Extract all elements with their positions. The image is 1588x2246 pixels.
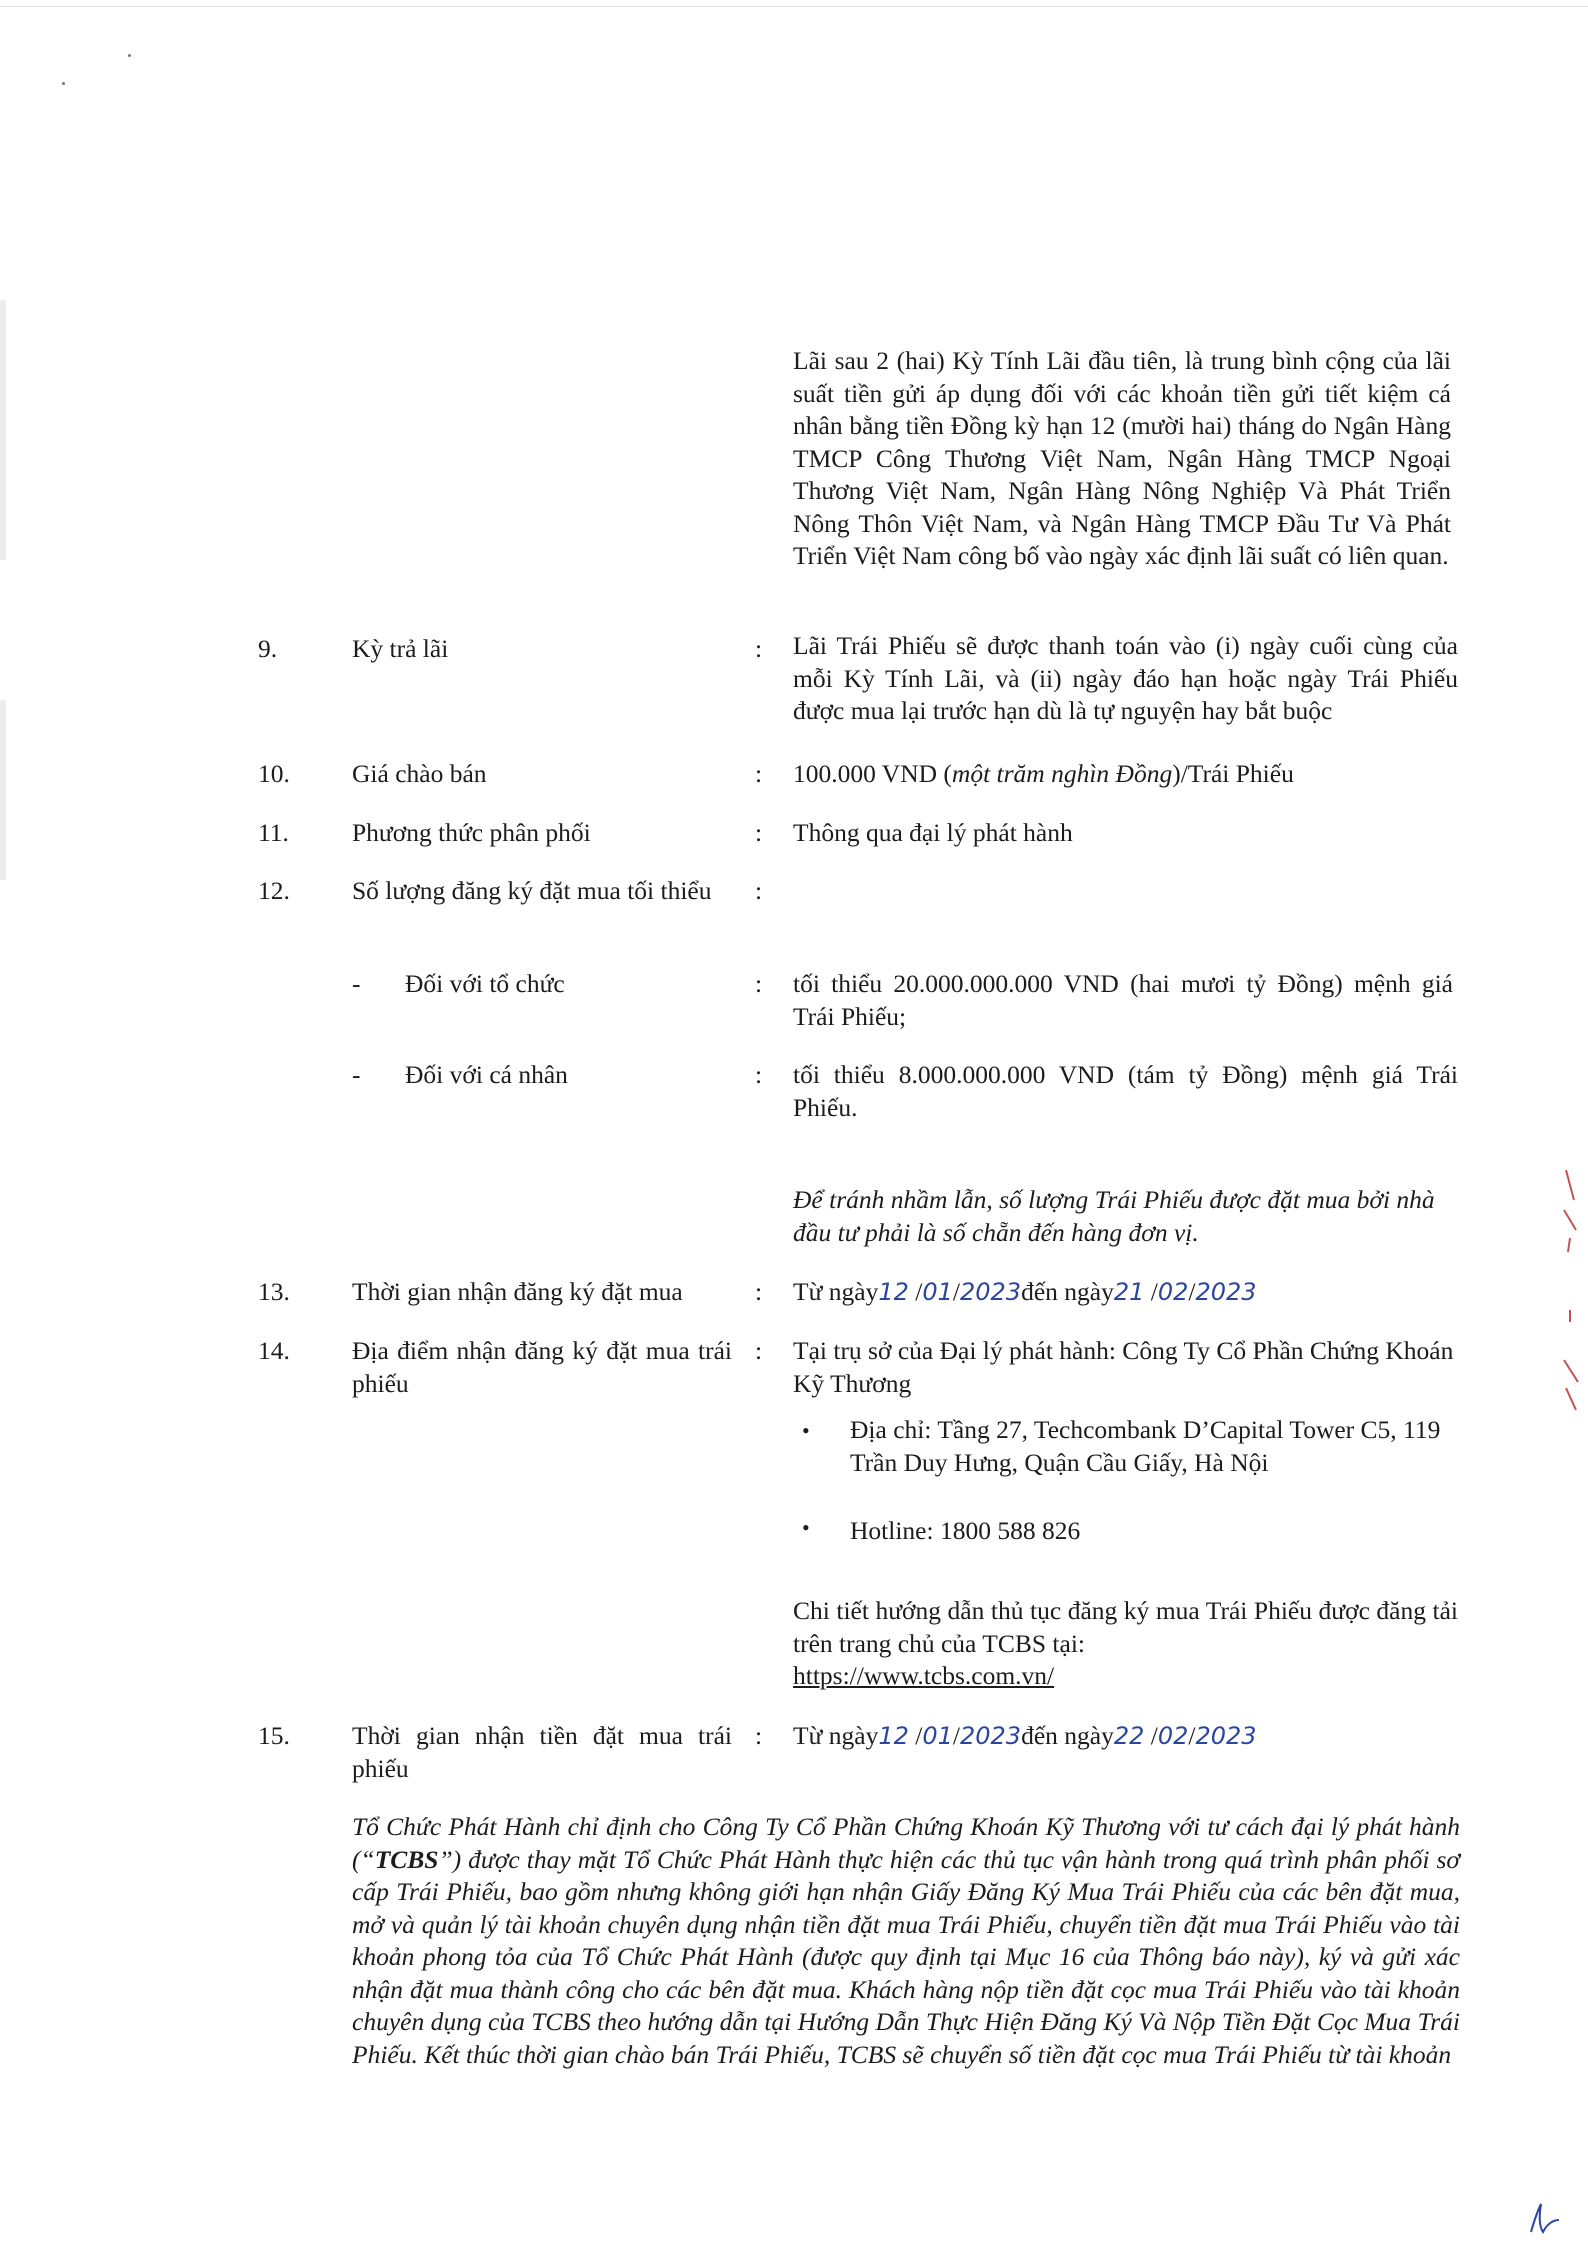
item-number: 10. [258,759,290,788]
slash: / [915,1721,923,1750]
sub-label-org: Đối với tổ chức [405,969,565,998]
scan-edge-line [0,6,1588,7]
item-number: 11. [258,818,289,847]
handwritten-month: 01 [922,1722,953,1750]
item-label: Địa điểm nhận đăng ký đặt mua trái phiếu [352,1336,732,1398]
hotline-text: Hotline: 1800 588 826 [850,1516,1081,1545]
scan-edge-shadow [0,700,6,880]
slash: / [1188,1277,1196,1306]
item-label: Thời gian nhận đăng ký đặt mua [352,1277,683,1306]
handwritten-month: 02 [1157,1278,1189,1306]
item-value: Tại trụ sở của Đại lý phát hành: Công Ty Cổ Phần Chứng Khoán Kỹ Thương [793,1336,1454,1398]
colon: : [755,818,763,847]
colon: : [755,1060,763,1089]
item-value [793,1276,1458,1309]
margin-stamp-marks [1560,1160,1584,1420]
slash: / [1150,1277,1158,1306]
closing-paragraph [352,1811,1460,2071]
closing-bold-text: TCBS [374,1844,439,1874]
handwritten-day: 21 [1113,1278,1145,1306]
scan-edge-shadow [0,300,6,560]
closing-text: Tổ Chức Phát Hành chỉ định cho Công Ty Cổ Phần Chứng Khoán Kỹ Thương với tư cách đại lý phát hành (“ [352,1812,1460,1874]
price-text: 100.000 VND ( [793,759,952,788]
item-number: 13. [258,1277,290,1306]
sub-value-ind: tối thiểu 8.000.000.000 VND (tám tỷ Đồng) mệnh giá Trái Phiếu. [793,1060,1458,1122]
item-label: Phương thức phân phối [352,818,591,847]
handwritten-year: 2023 [960,1722,1022,1750]
colon: : [755,1336,763,1365]
item-label: Kỳ trả lãi [352,634,449,663]
handwritten-day: 22 [1113,1722,1145,1750]
address-text: Địa chỉ: Tầng 27, Techcombank D’Capital Tower C5, 119 Trần Duy Hưng, Quận Cầu Giấy, Hà Nội [850,1415,1441,1477]
closing-text: ”) được thay mặt Tổ Chức Phát Hành thực hiện các thủ tục vận hành trong quá trình phân phối sơ cấp Trái Phiếu, bao gồm nhưng không giới hạn nhận Giấy Đăng Ký Mua Trái Phiếu của các bên đặt mua, mở và quản lý tài khoản chuyên dụng nhận tiền đặt mua Trái Phiếu, chuyển tiền đặt mua Trái Phiếu vào tài khoản phong tỏa của Tổ Chức Phát Hành (được quy định tại Mục 16 của Thông báo này), ký và gửi xác nhận đặt mua thành công cho các bên đặt mua. Khách hàng nộp tiền đặt cọc mua Trái Phiếu vào tài khoản chuyên dụng của TCBS theo hướng dẫn tại Hướng Dẫn Thực Hiện Đăng Ký Và Nộp Tiền Đặt Cọc Mua Trái Phiếu. Kết thúc thời gian chào bán Trái Phiếu, TCBS sẽ chuyển số tiền đặt cọc mua Trái Phiếu từ tài khoản [352,1844,1460,2069]
intro-paragraph: Lãi sau 2 (hai) Kỳ Tính Lãi đầu tiên, là trung bình cộng của lãi suất tiền gửi áp dụng đối với các khoản tiền gửi tiết kiệm cá nhân bằng tiền Đồng kỳ hạn 12 (mười hai) tháng do Ngân Hàng TMCP Công Thương Việt Nam, Ngân Hàng TMCP Ngoại Thương Việt Nam, Ngân Hàng Nông Nghiệp Và Phát Triển Nông Thôn Việt Nam, và Ngân Hàng TMCP Đầu Tư Và Phát Triển Việt Nam công bố vào ngày xác định lãi suất có liên quan. [793,346,1451,570]
to-text: đến ngày [1021,1721,1114,1750]
scan-speck [62,82,65,85]
item-number: 14. [258,1336,290,1365]
item-number: 12. [258,876,290,905]
colon: : [755,876,763,905]
scan-speck [128,54,131,57]
colon: : [755,634,763,663]
handwritten-year: 2023 [960,1278,1022,1306]
note-text: Để tránh nhầm lẫn, số lượng Trái Phiếu được đặt mua bởi nhà đầu tư phải là số chẵn đến hàng đơn vị. [793,1185,1435,1247]
to-text: đến ngày [1021,1277,1114,1306]
handwritten-day: 12 [878,1278,909,1306]
from-text: Từ ngày [793,1277,879,1306]
item-label: Thời gian nhận tiền đặt mua trái phiếu [352,1721,732,1783]
slash: / [952,1277,960,1306]
handwritten-month: 02 [1157,1722,1189,1750]
bullet-icon: • [802,1418,810,1443]
slash: / [1188,1721,1196,1750]
handwritten-day: 12 [878,1722,909,1750]
item-value: Thông qua đại lý phát hành [793,818,1073,847]
initials-signature [1525,2198,1565,2238]
item-number: 15. [258,1721,290,1750]
item-label: Số lượng đăng ký đặt mua tối thiểu [352,876,712,905]
colon: : [755,1277,763,1306]
slash: / [1150,1721,1158,1750]
item-value: Lãi Trái Phiếu sẽ được thanh toán vào (i) ngày cuối cùng của mỗi Kỳ Tính Lãi, và (ii) ngày đáo hạn hoặc ngày Trái Phiếu được mua lại trước hạn dù là tự nguyện hay bắt buộc [793,631,1458,725]
item-number: 9. [258,634,278,663]
slash: / [915,1277,923,1306]
handwritten-month: 01 [922,1278,953,1306]
price-unit: )/Trái Phiếu [1172,759,1294,788]
dash: - [352,1060,361,1089]
handwritten-year: 2023 [1195,1722,1257,1750]
sub-label-ind: Đối với cá nhân [405,1060,568,1089]
price-words: một trăm nghìn Đồng [951,759,1173,788]
slash: / [952,1721,960,1750]
sub-value-org: tối thiểu 20.000.000.000 VND (hai mươi tỷ Đồng) mệnh giá Trái Phiếu; [793,969,1453,1031]
dash: - [352,969,361,998]
bullet-icon: • [802,1515,810,1540]
colon: : [755,969,763,998]
item-value [793,758,1458,791]
colon: : [755,759,763,788]
from-text: Từ ngày [793,1721,879,1750]
guide-text: Chi tiết hướng dẫn thủ tục đăng ký mua Trái Phiếu được đăng tải trên trang chủ của TCBS tại: [793,1596,1458,1658]
item-label: Giá chào bán [352,759,487,788]
handwritten-year: 2023 [1195,1278,1257,1306]
colon: : [755,1721,763,1750]
tcbs-link[interactable]: https://www.tcbs.com.vn/ [793,1661,1055,1690]
item-value [793,1720,1458,1753]
